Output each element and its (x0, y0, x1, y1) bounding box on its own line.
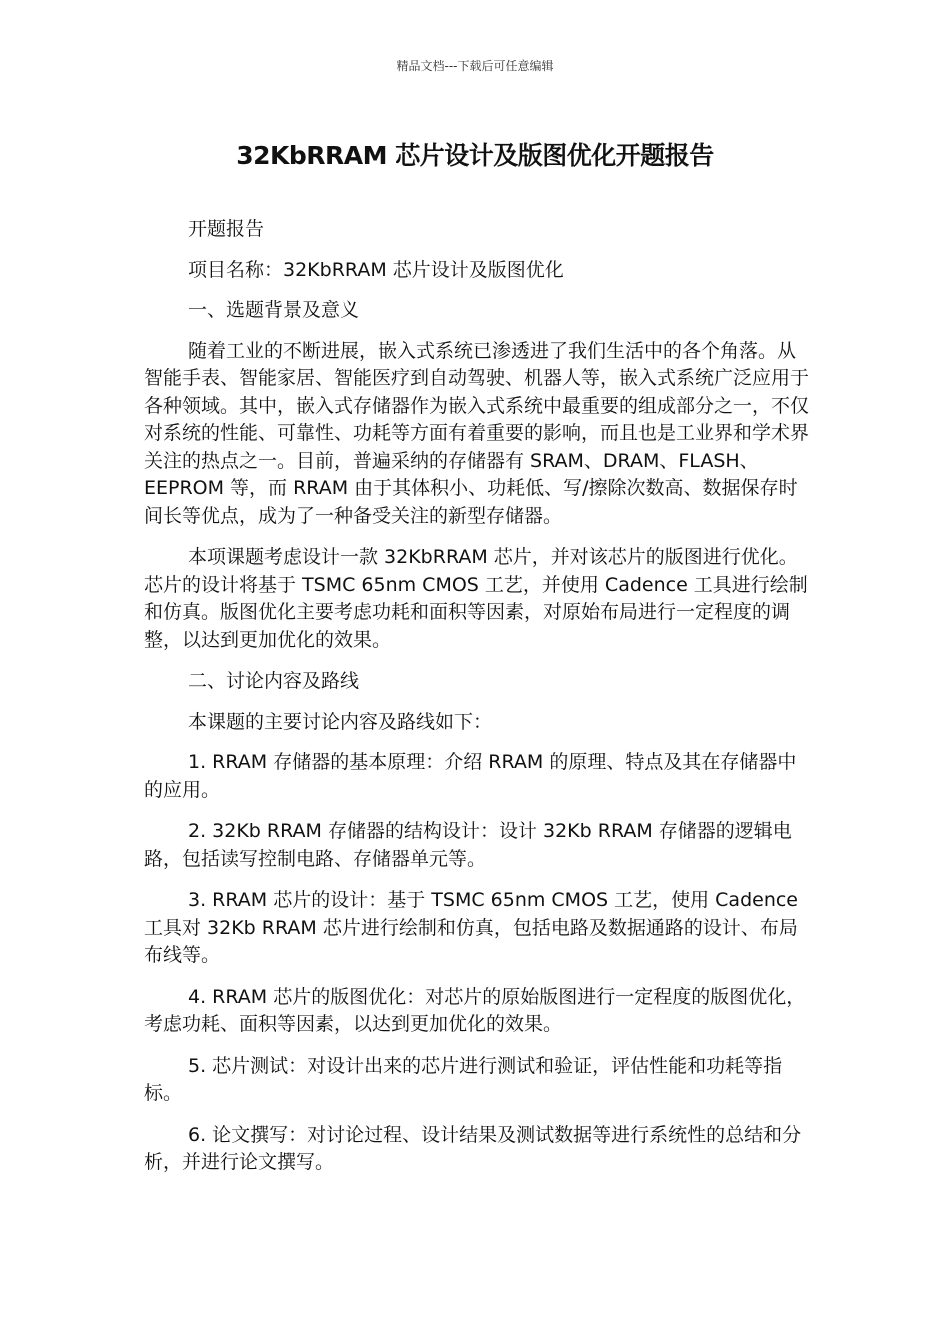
list-item-4: 4. RRAM 芯片的版图优化：对芯片的原始版图进行一定程度的版图优化，考虑功耗、面积等因素，以达到更加优化的效果。 (144, 985, 806, 1035)
project-name-line: 项目名称：32KbRRAM 芯片设计及版图优化 (188, 258, 564, 281)
section-label-report: 开题报告 (188, 218, 265, 240)
list-item-3: 3. RRAM 芯片的设计：基于 TSMC 65nm CMOS 工艺，使用 Cadence 工具对 32Kb RRAM 芯片进行绘制和仿真，包括电路及数据通路的设计、布局布线等。 (144, 889, 798, 966)
list-item-6: 6. 论文撰写：对讨论过程、设计结果及测试数据等进行系统性的总结和分析，并进行论文撰写。 (144, 1123, 802, 1173)
paragraph-project-scope: 本项课题考虑设计一款 32KbRRAM 芯片，并对该芯片的版图进行优化。芯片的设计将基于 TSMC 65nm CMOS 工艺，并使用 Cadence 工具进行绘制和仿真。版图优化主要考虑功耗和面积等因素，对原始布局进行一定程度的调整，以达到更加优化的效果。 (144, 546, 808, 651)
paragraph-content-intro: 本课题的主要讨论内容及路线如下： (188, 710, 493, 733)
document-body (144, 216, 810, 1191)
paragraph-background: 随着工业的不断进展，嵌入式系统已渗透进了我们生活中的各个角落。从智能手表、智能家居、智能医疗到自动驾驶、机器人等，嵌入式系统广泛应用于各种领域。其中，嵌入式存储器作为嵌入式系统中最重要的组成部分之一，不仅对系统的性能、可靠性、功耗等方面有着重要的影响，而且也是工业界和学术界关注的热点之一。目前，普遍采纳的存储器有 SRAM、DRAM、FLASH、EEPROM 等，而 RRAM 由于其体积小、功耗低、写/擦除次数高、数据保存时间长等优点，成为了一种备受关注的新型存储器。 (144, 339, 810, 527)
section-heading-background: 一、选题背景及意义 (188, 299, 360, 321)
list-item-1: 1. RRAM 存储器的基本原理：介绍 RRAM 的原理、特点及其在存储器中的应用。 (144, 751, 797, 801)
document-title: 32KbRRAM 芯片设计及版图优化开题报告 (236, 141, 714, 170)
header-note: 精品文档---下载后可任意编辑 (396, 59, 554, 73)
list-item-5: 5. 芯片测试：对设计出来的芯片进行测试和验证，评估性能和功耗等指标。 (144, 1054, 783, 1104)
list-item-2: 2. 32Kb RRAM 存储器的结构设计：设计 32Kb RRAM 存储器的逻辑电路，包括读写控制电路、存储器单元等。 (144, 820, 792, 870)
section-heading-content: 二、讨论内容及路线 (188, 670, 360, 692)
